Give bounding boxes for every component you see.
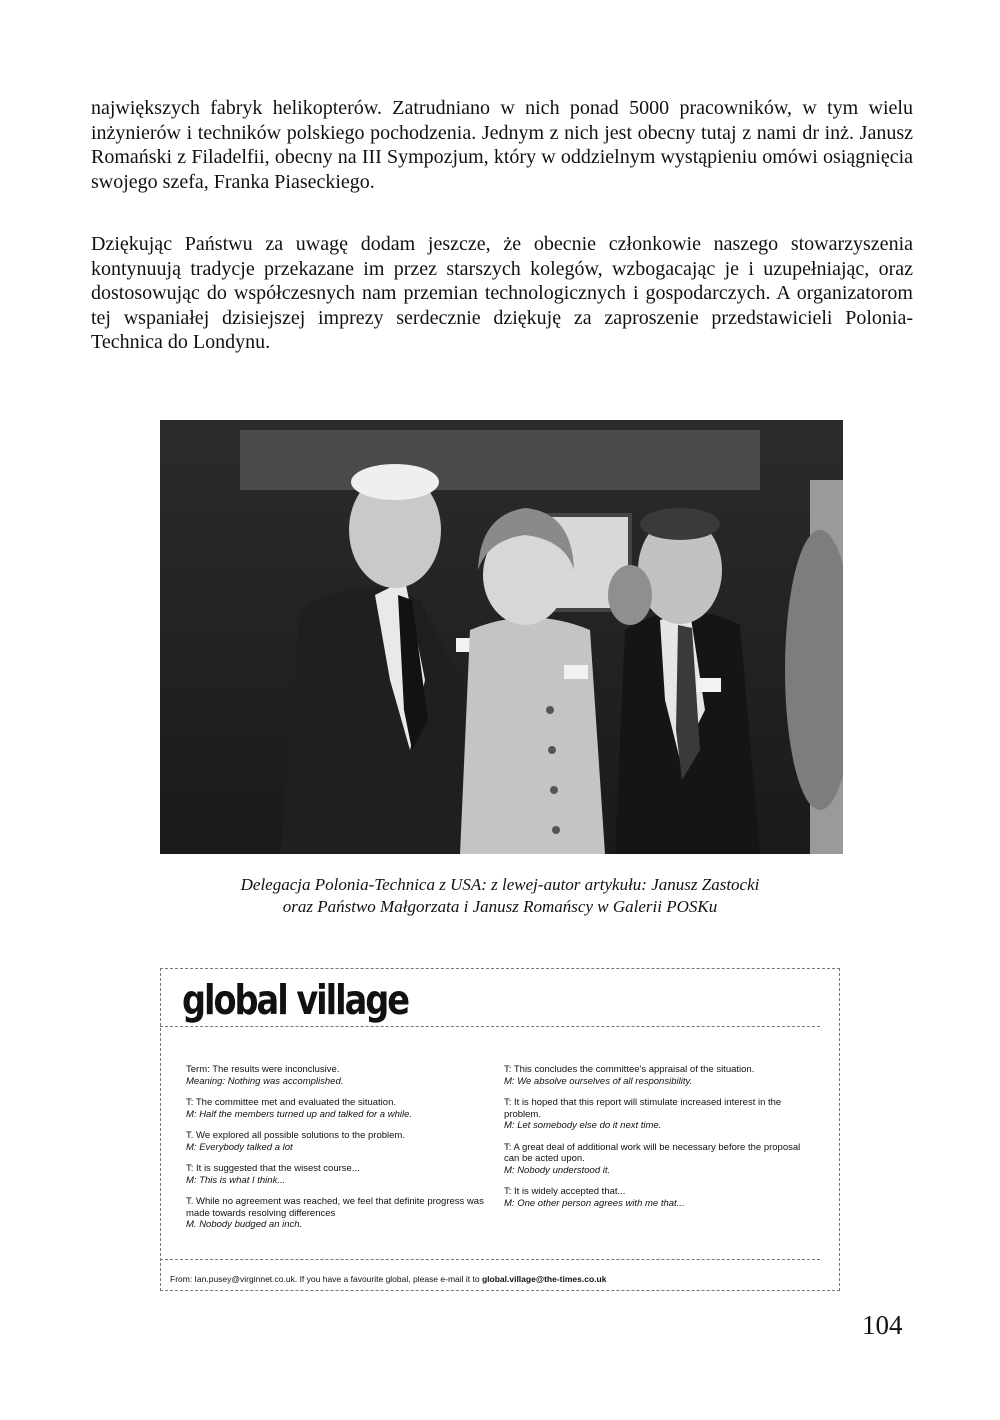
clipping-left-column (186, 1064, 486, 1241)
clipping-term: T: A great deal of additional work will be necessary before the proposal can be acted upon. (504, 1141, 801, 1164)
clipping-entry (186, 1097, 486, 1120)
clipping-meaning: M: One other person agrees with me that... (504, 1197, 685, 1209)
clipping-term: T: It is hoped that this report will stimulate increased interest in the problem. (504, 1097, 782, 1120)
clipping-entry (186, 1130, 486, 1153)
clipping-meaning: M. Nobody budged an inch. (186, 1219, 303, 1230)
clipping-entry (504, 1142, 804, 1177)
clipping-term: T. While no agreement was reached, we feel that definite progress was made towards resolving differences (186, 1196, 484, 1219)
clipping-entry (504, 1064, 804, 1087)
clipping-border-right (839, 968, 840, 1291)
clipping-footer (170, 1274, 606, 1284)
clipping-term: T. We explored all possible solutions to the problem. (186, 1130, 405, 1141)
clipping-footer-text: From: Ian.pusey@virginnet.co.uk. If you have a favourite global, please e-mail it to (170, 1274, 480, 1284)
clipping-right-column (504, 1064, 804, 1219)
photo-caption-line-2: oraz Państwo Małgorzata i Janusz Romańscy w Galerii POSKu (282, 897, 718, 916)
clipping-title-rule (160, 1026, 820, 1027)
clipping-meaning: Meaning: Nothing was accomplished. (186, 1075, 344, 1087)
clipping-term: T: This concludes the committee's appraisal of the situation. (504, 1064, 755, 1075)
article-paragraph-2: Dziękując Państwu za uwagę dodam jeszcze, że obecnie członkowie naszego stowarzyszenia kontynuują tradycje przekazane im przez starszych kolegów, wzbogacając je i uzupełniając, oraz dostosowując do współczesnych nam przemian technologicznych i gospodarczych. A organizatorom tej wspaniałej dzisiejszej imprezy serdecznie dziękuję za zaproszenie przedstawicieli Polonia-Technica do Londynu. (91, 233, 913, 353)
clipping-term: Term: The results were inconclusive. (186, 1064, 340, 1075)
clipping-entry (186, 1163, 486, 1186)
photo-caption-line-1: Delegacja Polonia-Technica z USA: z lewej-autor artykułu: Janusz Zastocki (240, 875, 760, 894)
photo-caption (150, 874, 850, 918)
clipping-meaning: M: Half the members turned up and talked for a while. (186, 1108, 413, 1120)
global-village-clipping (160, 968, 840, 1294)
clipping-entry (186, 1064, 486, 1087)
clipping-border-top (160, 968, 840, 969)
global-village-title: global village (182, 976, 409, 1024)
clipping-meaning: M: Everybody talked a lot (186, 1141, 293, 1153)
clipping-border-bottom (160, 1290, 840, 1291)
clipping-entry (504, 1097, 804, 1132)
article-paragraph-1: największych fabryk helikopterów. Zatrudniano w nich ponad 5000 pracowników, w tym wielu inżynierów i techników polskiego pochodzenia. Jednym z nich jest obecny tutaj z nami dr inż. Janusz Romański z Filadelfii, obecny na III Sympozjum, który w oddzielnym wystąpieniu omówi osiągnięcia swojego szefa, Franka Piaseckiego. (91, 97, 913, 193)
clipping-footer-email: global.village@the-times.co.uk (481, 1274, 607, 1284)
clipping-entry (504, 1186, 804, 1209)
clipping-border-left (160, 968, 161, 1291)
clipping-meaning: M: This is what I think... (186, 1174, 286, 1186)
clipping-meaning: M: Nobody understood it. (504, 1164, 611, 1176)
clipping-term: T: The committee met and evaluated the situation. (186, 1097, 396, 1108)
clipping-term: T: It is widely accepted that... (504, 1186, 626, 1197)
clipping-bottom-rule (160, 1259, 820, 1260)
clipping-term: T: It is suggested that the wisest course... (186, 1163, 360, 1174)
page-number: 104 (862, 1310, 903, 1340)
clipping-meaning: M: Let somebody else do it next time. (504, 1120, 662, 1131)
clipping-meaning: M: We absolve ourselves of all responsibility. (504, 1075, 693, 1087)
delegation-photo (160, 420, 843, 854)
clipping-entry (186, 1196, 486, 1231)
